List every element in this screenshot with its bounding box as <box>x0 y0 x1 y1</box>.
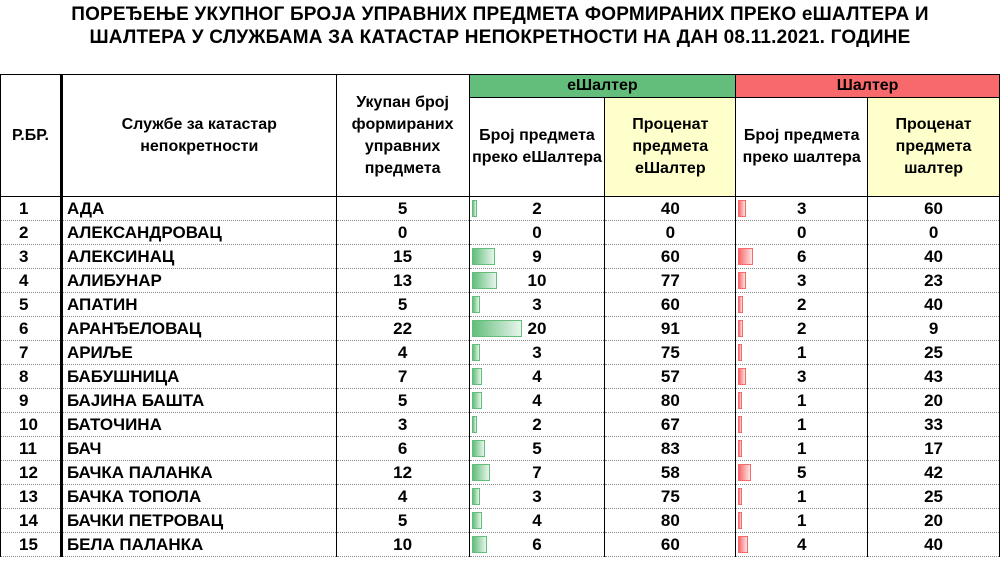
eshalter-count <box>469 509 605 533</box>
office-name: АРИЉЕ <box>61 341 336 365</box>
office-name: БЕЛА ПАЛАНКА <box>61 533 336 557</box>
eshalter-percent: 60 <box>605 293 736 317</box>
shalter-count <box>736 509 868 533</box>
shalter-data-bar <box>738 392 742 409</box>
shalter-count-value: 1 <box>796 415 807 434</box>
shalter-data-bar <box>738 368 746 385</box>
office-name: БАЧКА ТОПОЛА <box>61 485 336 509</box>
eshalter-count-value: 3 <box>532 295 542 314</box>
header-s-pct: Проценат предмета шалтер <box>868 98 1000 197</box>
total-count: 15 <box>336 245 469 269</box>
eshalter-data-bar <box>472 464 490 481</box>
eshalter-count <box>469 293 605 317</box>
eshalter-count <box>469 317 605 341</box>
eshalter-percent: 75 <box>605 341 736 365</box>
shalter-percent: 25 <box>868 341 1000 365</box>
eshalter-count <box>469 437 605 461</box>
eshalter-data-bar <box>472 512 482 529</box>
row-number: 15 <box>1 533 62 557</box>
shalter-percent: 0 <box>868 221 1000 245</box>
total-count: 5 <box>336 293 469 317</box>
table-row <box>1 221 1000 245</box>
shalter-percent: 9 <box>868 317 1000 341</box>
total-count: 6 <box>336 437 469 461</box>
shalter-data-bar <box>738 248 753 265</box>
shalter-count <box>736 413 868 437</box>
shalter-count <box>736 533 868 557</box>
shalter-percent: 43 <box>868 365 1000 389</box>
table-row <box>1 437 1000 461</box>
table-row <box>1 533 1000 557</box>
row-number: 5 <box>1 293 62 317</box>
eshalter-data-bar <box>472 416 477 433</box>
table-row <box>1 413 1000 437</box>
header-s-count: Број предмета преко шалтера <box>736 98 868 197</box>
shalter-count <box>736 341 868 365</box>
eshalter-percent: 80 <box>605 509 736 533</box>
total-count: 5 <box>336 389 469 413</box>
eshalter-count <box>469 245 605 269</box>
total-count: 7 <box>336 365 469 389</box>
total-count: 12 <box>336 461 469 485</box>
header-rb: Р.БР. <box>1 75 62 197</box>
office-name: АЛИБУНАР <box>61 269 336 293</box>
eshalter-percent: 58 <box>605 461 736 485</box>
eshalter-count-value: 4 <box>532 511 542 530</box>
eshalter-percent: 80 <box>605 389 736 413</box>
table-row <box>1 341 1000 365</box>
row-number: 3 <box>1 245 62 269</box>
total-count: 22 <box>336 317 469 341</box>
header-group-eshalter: еШалтер <box>469 75 736 98</box>
eshalter-count <box>469 389 605 413</box>
table-row <box>1 509 1000 533</box>
shalter-percent: 20 <box>868 509 1000 533</box>
eshalter-count <box>469 485 605 509</box>
shalter-data-bar <box>738 320 743 337</box>
office-name: БАЈИНА БАШТА <box>61 389 336 413</box>
shalter-count <box>736 461 868 485</box>
eshalter-data-bar <box>472 440 485 457</box>
eshalter-data-bar <box>472 368 482 385</box>
title-line-1: ПОРЕЂЕЊЕ УКУПНОГ БРОЈА УПРАВНИХ ПРЕДМЕТА ФОРМИРАНИХ ПРЕКО еШАЛТЕРА И <box>71 4 929 25</box>
shalter-percent: 40 <box>868 293 1000 317</box>
header-e-pct: Проценат предмета еШалтер <box>605 98 736 197</box>
table-row <box>1 485 1000 509</box>
eshalter-count-value: 2 <box>532 415 542 434</box>
office-name: АДА <box>61 197 336 221</box>
shalter-percent: 60 <box>868 197 1000 221</box>
shalter-count <box>736 485 868 509</box>
shalter-percent: 20 <box>868 389 1000 413</box>
shalter-count-value: 3 <box>796 199 807 218</box>
shalter-percent: 23 <box>868 269 1000 293</box>
eshalter-count-value: 0 <box>532 223 542 242</box>
office-name: БАБУШНИЦА <box>61 365 336 389</box>
eshalter-percent: 60 <box>605 245 736 269</box>
total-count: 10 <box>336 533 469 557</box>
table-row <box>1 365 1000 389</box>
shalter-count <box>736 245 868 269</box>
table-body <box>1 197 1000 557</box>
shalter-count-value: 1 <box>796 487 807 506</box>
shalter-count-value: 5 <box>796 463 807 482</box>
shalter-count <box>736 269 868 293</box>
shalter-count <box>736 317 868 341</box>
eshalter-count-value: 3 <box>532 343 542 362</box>
total-count: 13 <box>336 269 469 293</box>
eshalter-count <box>469 197 605 221</box>
shalter-count-value: 1 <box>796 439 807 458</box>
row-number: 7 <box>1 341 62 365</box>
office-name: БАЧКИ ПЕТРОВАЦ <box>61 509 336 533</box>
header-group-shalter: Шалтер <box>736 75 1000 98</box>
header-e-count: Број предмета преко еШалтера <box>469 98 605 197</box>
eshalter-data-bar <box>472 248 495 265</box>
table-row <box>1 461 1000 485</box>
table-row <box>1 317 1000 341</box>
shalter-data-bar <box>738 536 748 553</box>
eshalter-count <box>469 413 605 437</box>
eshalter-count-value: 5 <box>532 439 542 458</box>
shalter-count-value: 1 <box>796 511 807 530</box>
shalter-count-value: 1 <box>796 343 807 362</box>
total-count: 4 <box>336 485 469 509</box>
shalter-data-bar <box>738 296 743 313</box>
shalter-data-bar <box>738 416 742 433</box>
eshalter-percent: 91 <box>605 317 736 341</box>
eshalter-count <box>469 341 605 365</box>
eshalter-data-bar <box>472 296 480 313</box>
eshalter-count <box>469 365 605 389</box>
shalter-data-bar <box>738 200 746 217</box>
eshalter-percent: 60 <box>605 533 736 557</box>
shalter-count <box>736 221 868 245</box>
table-row <box>1 269 1000 293</box>
header-office: Службе за катастар непокретности <box>61 75 336 197</box>
shalter-count-value: 6 <box>796 247 807 266</box>
shalter-count-value: 2 <box>796 295 807 314</box>
shalter-count <box>736 389 868 413</box>
eshalter-percent: 75 <box>605 485 736 509</box>
table-row <box>1 389 1000 413</box>
row-number: 8 <box>1 365 62 389</box>
eshalter-percent: 57 <box>605 365 736 389</box>
row-number: 12 <box>1 461 62 485</box>
table-row <box>1 245 1000 269</box>
shalter-count-value: 3 <box>796 271 807 290</box>
header-total: Укупан број формираних управних предмета <box>336 75 469 197</box>
office-name: АРАНЂЕЛОВАЦ <box>61 317 336 341</box>
shalter-data-bar <box>738 488 742 505</box>
shalter-count-value: 3 <box>796 367 807 386</box>
eshalter-data-bar <box>472 200 477 217</box>
eshalter-count-value: 2 <box>532 199 542 218</box>
eshalter-count-value: 4 <box>532 367 542 386</box>
row-number: 13 <box>1 485 62 509</box>
row-number: 11 <box>1 437 62 461</box>
shalter-count-value: 4 <box>796 535 807 554</box>
eshalter-data-bar <box>472 488 480 505</box>
shalter-count-value: 1 <box>796 391 807 410</box>
eshalter-percent: 0 <box>605 221 736 245</box>
shalter-percent: 40 <box>868 245 1000 269</box>
eshalter-count-value: 7 <box>532 463 542 482</box>
office-name: АЛЕКСАНДРОВАЦ <box>61 221 336 245</box>
office-name: БАЧКА ПАЛАНКА <box>61 461 336 485</box>
shalter-percent: 25 <box>868 485 1000 509</box>
eshalter-count-value: 4 <box>532 391 542 410</box>
row-number: 4 <box>1 269 62 293</box>
eshalter-data-bar <box>472 272 497 289</box>
table-row <box>1 293 1000 317</box>
shalter-percent: 17 <box>868 437 1000 461</box>
total-count: 0 <box>336 221 469 245</box>
eshalter-data-bar <box>472 320 522 337</box>
eshalter-data-bar <box>472 536 487 553</box>
shalter-count <box>736 293 868 317</box>
eshalter-count-value: 3 <box>532 487 542 506</box>
eshalter-count-value: 10 <box>527 271 547 290</box>
eshalter-count <box>469 269 605 293</box>
shalter-percent: 40 <box>868 533 1000 557</box>
shalter-percent: 42 <box>868 461 1000 485</box>
row-number: 9 <box>1 389 62 413</box>
office-name: АПАТИН <box>61 293 336 317</box>
total-count: 4 <box>336 341 469 365</box>
eshalter-count-value: 6 <box>532 535 542 554</box>
shalter-count <box>736 365 868 389</box>
eshalter-percent: 67 <box>605 413 736 437</box>
total-count: 5 <box>336 509 469 533</box>
shalter-data-bar <box>738 440 742 457</box>
row-number: 1 <box>1 197 62 221</box>
eshalter-count-value: 9 <box>532 247 542 266</box>
eshalter-percent: 77 <box>605 269 736 293</box>
shalter-data-bar <box>738 464 751 481</box>
row-number: 14 <box>1 509 62 533</box>
row-number: 10 <box>1 413 62 437</box>
eshalter-count-value: 20 <box>527 319 547 338</box>
shalter-data-bar <box>738 344 742 361</box>
eshalter-data-bar <box>472 344 480 361</box>
shalter-count <box>736 197 868 221</box>
eshalter-percent: 40 <box>605 197 736 221</box>
eshalter-count <box>469 533 605 557</box>
total-count: 5 <box>336 197 469 221</box>
shalter-data-bar <box>738 512 742 529</box>
eshalter-percent: 83 <box>605 437 736 461</box>
eshalter-count <box>469 461 605 485</box>
office-name: БАЧ <box>61 437 336 461</box>
office-name: АЛЕКСИНАЦ <box>61 245 336 269</box>
shalter-count-value: 2 <box>796 319 807 338</box>
row-number: 6 <box>1 317 62 341</box>
total-count: 3 <box>336 413 469 437</box>
comparison-table <box>0 74 1000 557</box>
eshalter-count <box>469 221 605 245</box>
title-line-2: ШАЛТЕРА У СЛУЖБАМА ЗА КАТАСТАР НЕПОКРЕТНОСТИ НА ДАН 08.11.2021. ГОДИНЕ <box>89 27 911 48</box>
eshalter-data-bar <box>472 392 482 409</box>
shalter-count <box>736 437 868 461</box>
table-row <box>1 197 1000 221</box>
shalter-percent: 33 <box>868 413 1000 437</box>
office-name: БАТОЧИНА <box>61 413 336 437</box>
row-number: 2 <box>1 221 62 245</box>
shalter-data-bar <box>738 272 746 289</box>
shalter-count-value: 0 <box>796 223 807 242</box>
